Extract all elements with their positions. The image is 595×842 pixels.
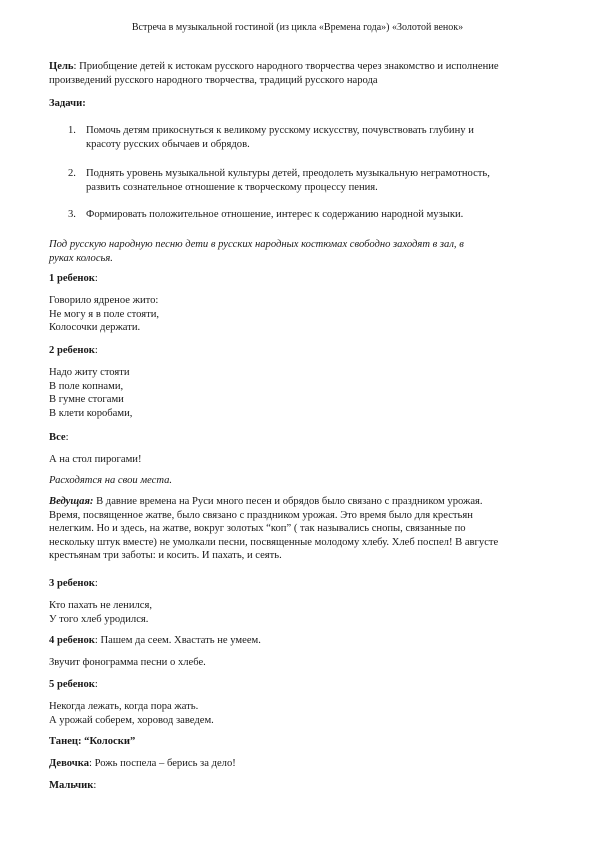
- host-line: крестьянам три заботы: и косить. И пахать, и сеять.: [49, 550, 282, 562]
- dance-heading: [49, 735, 549, 749]
- verse-all: [49, 453, 549, 467]
- speaker-girl: [49, 757, 549, 771]
- task-text: [86, 167, 546, 194]
- speaker-colon: :: [94, 679, 98, 690]
- verse-line: Не могу я в поле стояти,: [49, 308, 160, 320]
- verse-line: У того хлеб уродился.: [49, 613, 149, 625]
- speaker-name: Ведущая:: [49, 496, 94, 507]
- speaker-colon: :: [94, 578, 98, 589]
- phonogram-note: Звучит фонограмма песни о хлебе.: [49, 657, 206, 668]
- speaker-name: Мальчик: [49, 780, 94, 791]
- speaker-child-5: [49, 678, 549, 692]
- tasks-heading-text: Задачи:: [49, 98, 86, 109]
- tasks-heading: [49, 97, 549, 111]
- speaker-name: Все: [49, 432, 66, 443]
- speaker-colon: :: [94, 345, 98, 356]
- stage-direction-line: руках колосья.: [49, 252, 113, 264]
- verse-line: А на стол пирогами!: [49, 454, 142, 465]
- task-line: красоту русских обычаев и обрядов.: [86, 138, 250, 150]
- speaker-child-4: [49, 634, 549, 648]
- verse-line: Кто пахать не ленился,: [49, 600, 153, 611]
- verse-line: В поле копнами,: [49, 380, 124, 392]
- host-line: Время, посвященное жатве, было связано с праздником урожая. Это время было для крестьян: [49, 509, 473, 521]
- verse-line: В гумне стогами: [49, 394, 124, 406]
- speaker-name: 5 ребенок: [49, 679, 95, 690]
- speaker-name: 3 ребенок: [49, 578, 95, 589]
- host-text: В давние времена на Руси много песен и обрядов было связано с праздником урожая.: [93, 496, 483, 507]
- speaker-child-3: [49, 577, 549, 591]
- task-text: [86, 124, 546, 151]
- stage-direction-intro: [49, 238, 549, 265]
- verse-line: А урожай соберем, хоровод заведем.: [49, 714, 214, 726]
- task-text: [86, 208, 546, 222]
- verse-line: В клети коробами,: [49, 407, 133, 419]
- speaker-all: [49, 431, 549, 445]
- speaker-text: : Рожь поспела – берись за дело!: [89, 758, 236, 769]
- speaker-name: Девочка: [49, 758, 90, 769]
- host-line: нескольку штук вместе) не умолкали песни, посвященные молодому хлебу. Хлеб поспел! В августе: [49, 536, 499, 548]
- speaker-text: : Пашем да сеем. Хвастать не умеем.: [94, 635, 261, 646]
- speaker-child-1: [49, 272, 549, 286]
- speaker-boy: [49, 779, 549, 793]
- stage-direction-line: Под русскую народную песню дети в русских народных костюмах свободно заходят в зал, в: [49, 239, 464, 250]
- verse-child-5: [49, 700, 549, 727]
- verse-child-1: [49, 294, 549, 335]
- speaker-colon: :: [93, 780, 97, 791]
- task-line: Поднять уровень музыкальной культуры детей, преодолеть музыкальную неграмотность,: [86, 168, 490, 179]
- goal-paragraph: [49, 60, 549, 87]
- stage-direction-exit: Расходятся на свои места.: [49, 475, 173, 486]
- task-number: 2.: [68, 168, 76, 179]
- task-line: развить сознательное отношение к творческому процессу пения.: [86, 181, 378, 193]
- goal-text: : Приобщение детей к истокам русского народного творчества через знакомство и исполнение произведений русского народного творчества, традиций русского народа: [49, 61, 499, 86]
- task-number: 3.: [68, 209, 76, 220]
- verse-line: Некогда лежать, когда пора жать.: [49, 701, 199, 712]
- task-number: 1.: [68, 125, 76, 136]
- document-title: Встреча в музыкальной гостиной (из цикла «Времена года») «Золотой венок»: [131, 22, 464, 33]
- speaker-child-2: [49, 344, 549, 358]
- speaker-colon: :: [65, 432, 69, 443]
- speaker-name: 1 ребенок: [49, 273, 95, 284]
- verse-line: Надо житу стояти: [49, 367, 130, 378]
- host-speech: [49, 495, 549, 563]
- verse-line: Говорило ядреное жито:: [49, 295, 159, 306]
- speaker-colon: :: [94, 273, 98, 284]
- dance-title: Танец: “Колоски”: [49, 736, 136, 747]
- speaker-name: 2 ребенок: [49, 345, 95, 356]
- verse-child-3: [49, 599, 549, 626]
- verse-child-2: [49, 366, 549, 420]
- host-line: нелегким. Но и здесь, на жатве, вокруг золотых “коп” ( так назывались снопы, связанные по: [49, 523, 466, 535]
- goal-label: Цель: [49, 61, 74, 72]
- task-line: Формировать положительное отношение, интерес к содержанию народной музыки.: [86, 209, 464, 220]
- speaker-name: 4 ребенок: [49, 635, 95, 646]
- host-line: [49, 495, 549, 509]
- verse-line: Колосочки держати.: [49, 322, 141, 334]
- task-line: Помочь детям прикоснуться к великому русскому искусству, почувствовать глубину и: [86, 125, 474, 136]
